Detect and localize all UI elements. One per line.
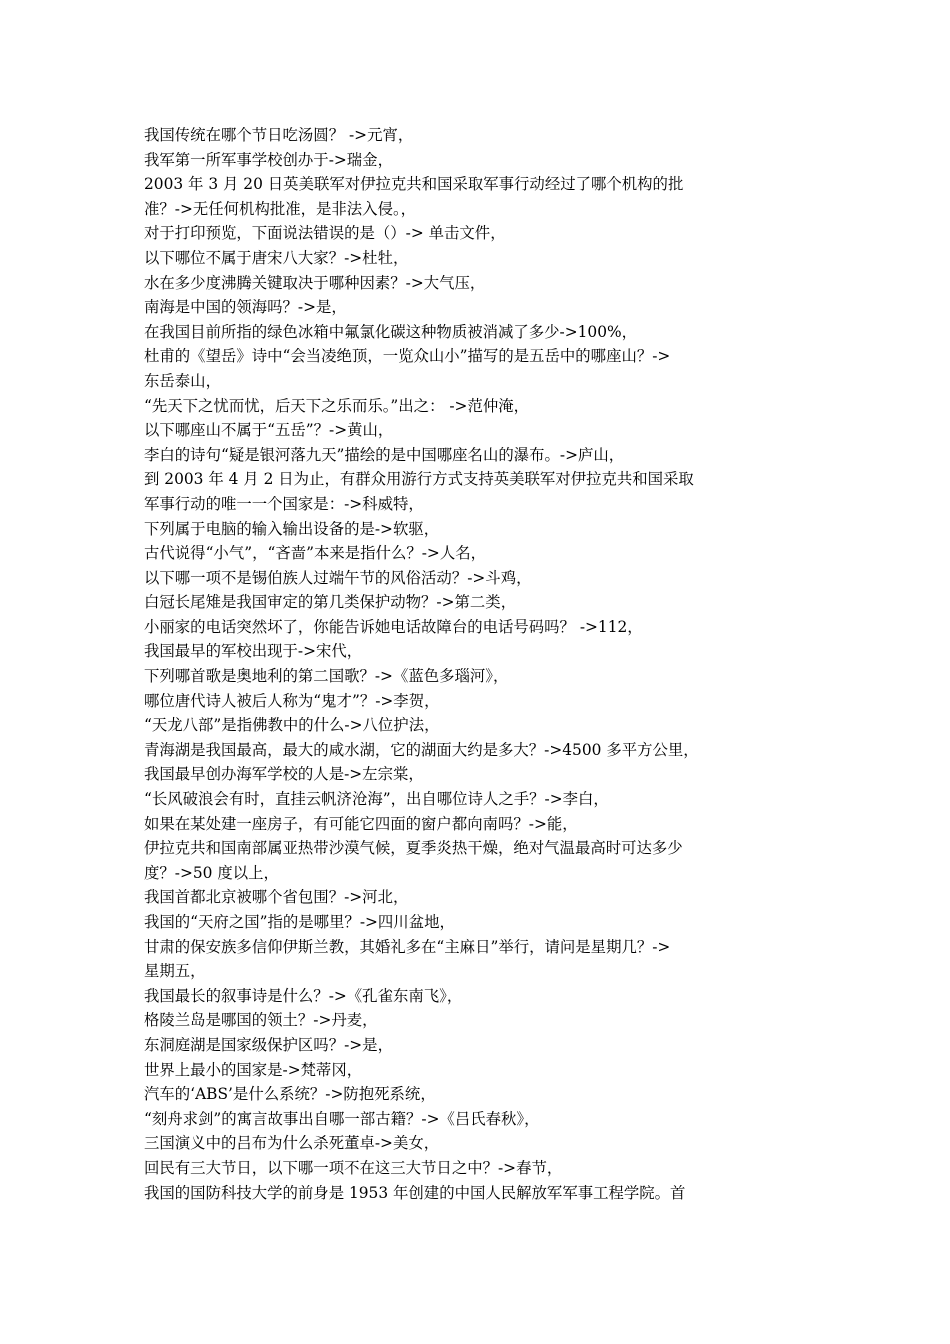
text-line: 以下哪位不属于唐宋八大家？->杜牡， [144,248,409,267]
text-line: 东岳泰山， [144,371,221,390]
text-line: 到 2003 年 4 月 2 日为止，有群众用游行方式支持英美联军对伊拉克共和国采取 [144,470,694,489]
text-line: 我国传统在哪个节日吃汤圆？ ->元宵， [144,126,414,144]
text-line: “长风破浪会有时，直挂云帆济沧海”，出自哪位诗人之手？->李白， [144,790,609,809]
text-line: 小丽家的电话突然坏了，你能告诉她电话故障台的电话号码吗？ ->112， [144,617,643,636]
text-line: 对于打印预览，下面说法错误的是（）-> 单击文件， [144,224,506,243]
text-line: 白冠长尾雉是我国审定的第几类保护动物？->第二类， [144,593,517,612]
text-line: 军事行动的唯一一个国家是：->科威特， [144,494,424,513]
text-line: 甘肃的保安族多信仰伊斯兰教，其婚礼多在“主麻日”举行，请问是星期几？-> [144,937,671,956]
text-line: 三国演义中的吕布为什么杀死董卓->美女， [144,1134,440,1153]
text-line: “刻舟求剑”的寓言故事出自哪一部古籍？->《吕氏春秋》， [144,1109,540,1128]
text-line: 2003 年 3 月 20 日英美联军对伊拉克共和国采取军事行动经过了哪个机构的批 [144,175,684,194]
text-line: 李白的诗句“疑是银河落九天”描绘的是中国哪座名山的瀑布。->庐山， [144,445,625,464]
text-line: 水在多少度沸腾关键取决于哪种因素？->大气压， [144,273,486,292]
text-line: 哪位唐代诗人被后人称为“鬼才”？->李贺， [144,691,440,710]
text-line: 汽车的‘ABS’是什么系统？->防抱死系统， [144,1085,436,1104]
text-line: 南海是中国的领海吗？->是， [144,298,347,317]
text-line: 世界上最小的国家是->梵蒂冈， [144,1060,363,1079]
text-line: 我国最早的军校出现于->宋代， [144,642,363,661]
text-line: 我国最早创办海军学校的人是->左宗棠， [144,765,424,784]
text-line: 伊拉克共和国南部属亚热带沙漠气候，夏季炎热干燥，绝对气温最高时可达多少 [144,839,683,858]
text-line: 杜甫的《望岳》诗中“会当凌绝顶，一览众山小”描写的是五岳中的哪座山？-> [144,347,671,366]
text-line: 下列哪首歌是奥地利的第二国歌？->《蓝色多瑙河》， [144,667,509,686]
text-line: 以下哪座山不属于“五岳”？->黄山， [144,421,394,440]
text-line: 以下哪一项不是锡伯族人过端午节的风俗活动？->斗鸡， [144,568,532,587]
text-line: 在我国目前所指的绿色冰箱中氟氯化碳这种物质被消减了多少->100%， [144,322,638,341]
text-line: 青海湖是我国最高，最大的咸水湖，它的湖面大约是多大？->4500 多平方公里， [144,740,699,759]
text-line: 如果在某处建一座房子，有可能它四面的窗户都向南吗？->能， [144,814,578,833]
text-line: 准？->无任何机构批准，是非法入侵。， [144,199,417,218]
text-line: 我国最长的叙事诗是什么？->《孔雀东南飞》， [144,986,463,1005]
document-body [144,123,809,1205]
text-line: 古代说得“小气”，“吝啬”本来是指什么？->人名， [144,544,486,563]
text-line: 东洞庭湖是国家级保护区吗？->是， [144,1035,393,1054]
text-line: 我军第一所军事学校创办于->瑞金， [144,150,393,169]
text-line: 回民有三大节日，以下哪一项不在这三大节日之中？->春节， [144,1158,563,1177]
text-line: “先天下之忧而忧，后天下之乐而乐。”出之： ->范仲淹， [144,396,530,415]
text-line: 度？->50 度以上， [144,863,279,882]
text-line: “天龙八部”是指佛教中的什么->八位护法， [144,716,440,735]
text-line: 我国首都北京被哪个省包围？->河北， [144,888,409,907]
text-line: 格陵兰岛是哪国的领土？->丹麦， [144,1011,378,1030]
text-line: 我国的“天府之国”指的是哪里？->四川盆地， [144,913,455,931]
text-line: 下列属于电脑的输入输出设备的是->软驱， [144,519,440,538]
text-line: 星期五， [144,962,206,981]
text-line: 我国的国防科技大学的前身是 1953 年创建的中国人民解放军军事工程学院。首 [144,1183,686,1202]
